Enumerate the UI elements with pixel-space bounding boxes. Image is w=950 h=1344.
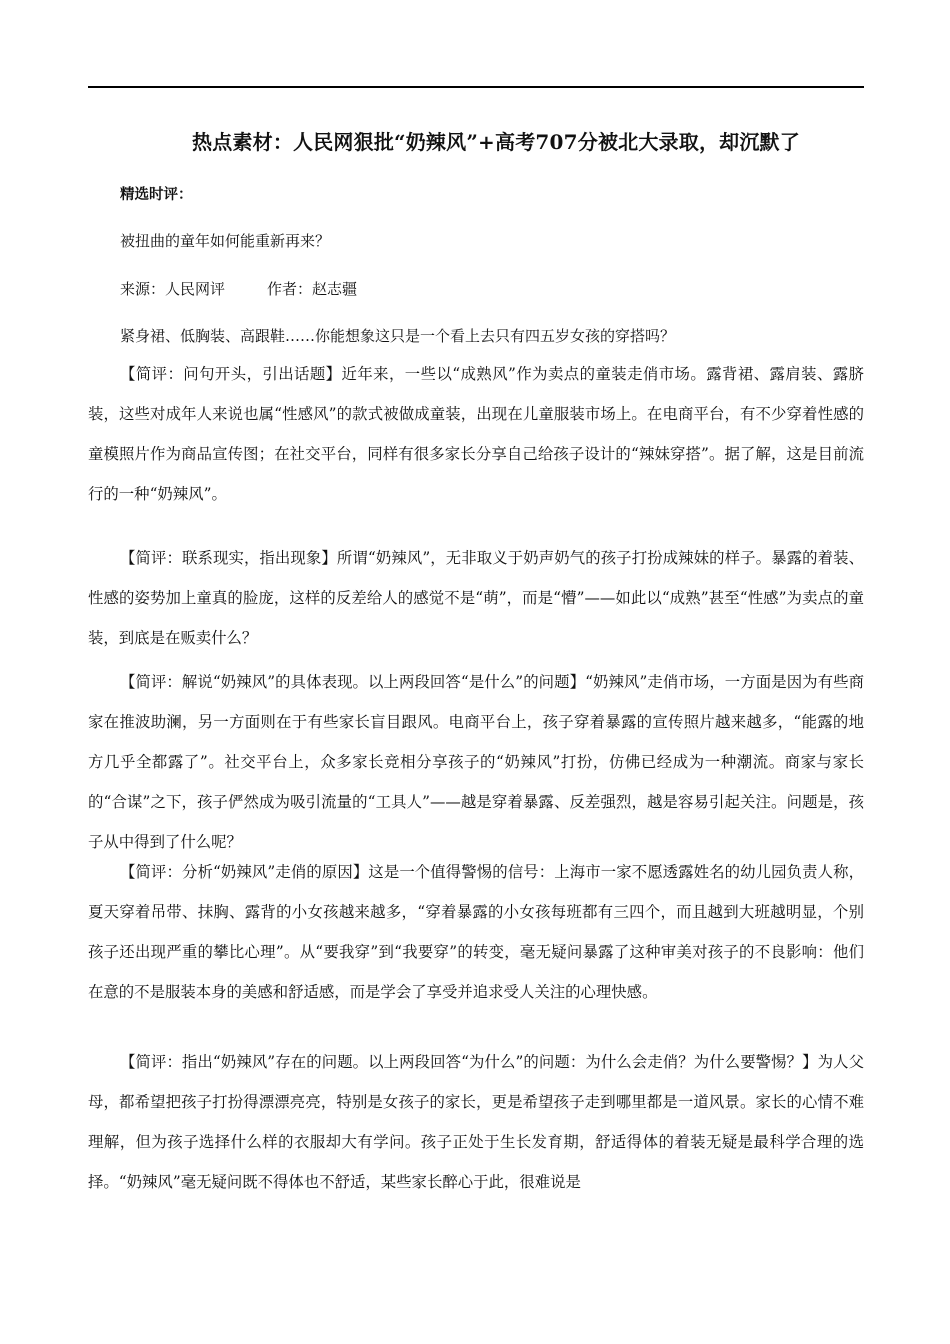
section-label: 精选时评： [120, 186, 193, 203]
header-rule [88, 86, 864, 88]
commentary-note: 【简评：联系现实，指出现象】 [120, 549, 337, 567]
lead-paragraph: 紧身裙、低胸装、高跟鞋……你能想象这只是一个看上去只有四五岁女孩的穿搭吗？ [120, 327, 676, 345]
commentary-note: 【简评：问句开头，引出话题】 [120, 365, 342, 383]
document-title: 热点素材：人民网狠批“奶辣风”+高考707分被北大录取，却沉默了 [192, 130, 800, 154]
source-label: 来源：人民网评 [120, 280, 226, 298]
paragraph-5 [88, 1042, 864, 1202]
paragraph-1 [88, 354, 864, 514]
commentary-note: 【简评：解说“奶辣风”的具体表现。以上两段回答“是什么”的问题】 [120, 673, 586, 691]
commentary-note: 【简评：分析“奶辣风”走俏的原因】 [120, 863, 369, 881]
paragraph-text: 所谓“奶辣风”，无非取义于奶声奶气的孩子打扮成辣妹的样子。暴露的着装、性感的姿势加上童真的脸庞，这样的反差给人的感觉不是“萌”，而是“懵”——如此以“成熟”甚至“性感”为卖点的童装，到底是在贩卖什么？ [88, 549, 864, 647]
paragraph-2 [88, 538, 864, 658]
paragraph-text: “奶辣风”走俏市场，一方面是因为有些商家在推波助澜，另一方面则在于有些家长盲目跟风。电商平台上，孩子穿着暴露的宣传照片越来越多，“能露的地方几乎全都露了”。社交平台上，众多家长竞相分享孩子的“奶辣风”打扮，仿佛已经成为一种潮流。商家与家长的“合谋”之下，孩子俨然成为吸引流量的“工具人”——越是穿着暴露、反差强烈，越是容易引起关注。问题是，孩子从中得到了什么呢？ [88, 673, 864, 851]
paragraph-text: 为人父母，都希望把孩子打扮得漂漂亮亮，特别是女孩子的家长，更是希望孩子走到哪里都是一道风景。家长的心情不难理解，但为孩子选择什么样的衣服却大有学问。孩子正处于生长发育期，舒适得体的着装无疑是最科学合理的选择。“奶辣风”毫无疑问既不得体也不舒适，某些家长醉心于此，很难说是 [88, 1053, 864, 1191]
paragraph-text: 近年来，一些以“成熟风”作为卖点的童装走俏市场。露背裙、露肩装、露脐装，这些对成年人来说也属“性感风”的款式被做成童装，出现在儿童服装市场上。在电商平台，有不少穿着性感的童模照片作为商品宣传图；在社交平台，同样有很多家长分享自己给孩子设计的“辣妹穿搭”。据了解，这是目前流行的一种“奶辣风”。 [88, 365, 864, 503]
paragraph-3 [88, 662, 864, 862]
article-title: 被扭曲的童年如何能重新再来？ [120, 232, 331, 250]
paragraph-4 [88, 852, 864, 1012]
commentary-note: 【简评：指出“奶辣风”存在的问题。以上两段回答“为什么”的问题：为什么会走俏？为什么要警惕？】 [120, 1053, 818, 1071]
author-label: 作者：赵志疆 [267, 280, 358, 298]
article-meta [120, 278, 357, 299]
paragraph-text: 这是一个值得警惕的信号：上海市一家不愿透露姓名的幼儿园负责人称，夏天穿着吊带、抹胸、露背的小女孩越来越多，“穿着暴露的小女孩每班都有三四个，而且越到大班越明显，个别孩子还出现严重的攀比心理”。从“要我穿”到“我要穿”的转变，毫无疑问暴露了这种审美对孩子的不良影响：他们在意的不是服装本身的美感和舒适感，而是学会了享受并追求受人关注的心理快感。 [88, 863, 864, 1001]
